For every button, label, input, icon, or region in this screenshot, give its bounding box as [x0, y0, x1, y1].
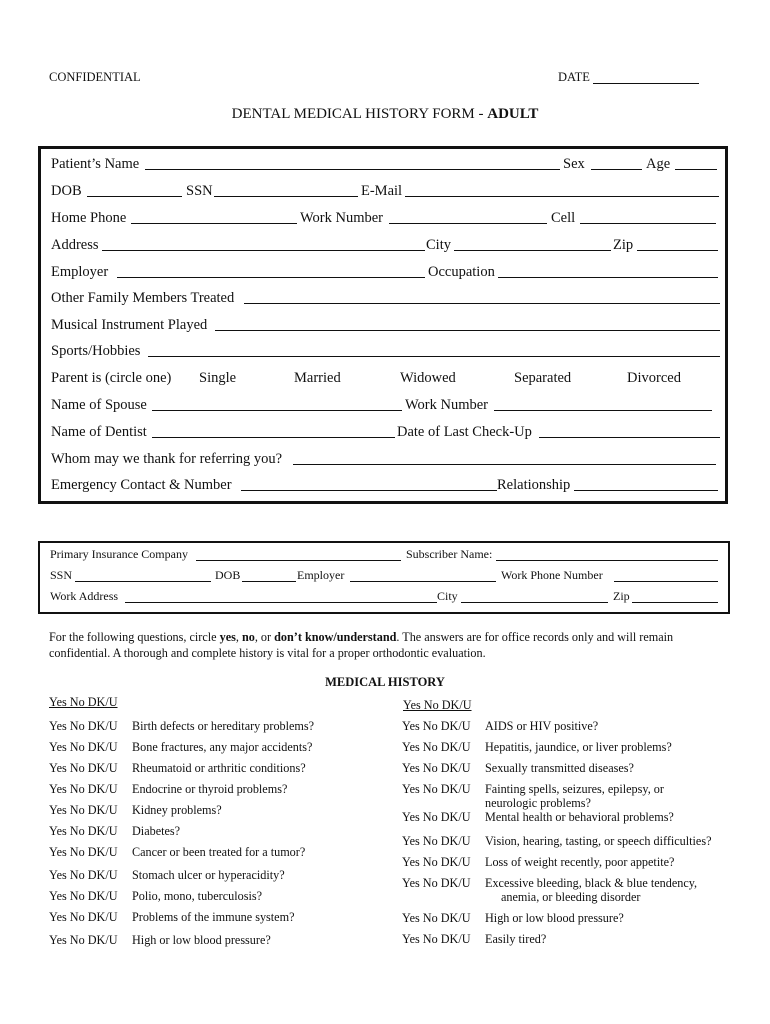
answer-choices[interactable]: Yes No DK/U — [402, 782, 471, 796]
cell-field[interactable] — [580, 223, 716, 224]
answer-choices[interactable]: Yes No DK/U — [49, 782, 118, 796]
question-text: neurologic problems? — [485, 796, 591, 810]
dentist-name-label: Name of Dentist — [51, 424, 147, 440]
dentist-name-field[interactable] — [152, 437, 395, 438]
question-text: Hepatitis, jaundice, or liver problems? — [485, 740, 672, 754]
work-address-field[interactable] — [125, 602, 437, 603]
insurance-dob-label: DOB — [215, 568, 241, 582]
question-text: Loss of weight recently, poor appetite? — [485, 855, 675, 869]
musical-instrument-label: Musical Instrument Played — [51, 317, 208, 333]
subscriber-field[interactable] — [496, 560, 718, 561]
home-phone-field[interactable] — [131, 223, 297, 224]
city-label: City — [426, 237, 451, 253]
spouse-work-label: Work Number — [405, 397, 488, 413]
emergency-contact-field[interactable] — [241, 490, 497, 491]
answer-choices[interactable]: Yes No DK/U — [49, 824, 118, 838]
insurance-section — [38, 541, 730, 614]
medical-history-heading: MEDICAL HISTORY — [325, 675, 445, 689]
occupation-label: Occupation — [428, 264, 495, 280]
insurance-company-label: Primary Insurance Company — [50, 547, 188, 561]
relationship-field[interactable] — [574, 490, 718, 491]
ssn-field[interactable] — [214, 196, 358, 197]
parent-status-label: Parent is (circle one) — [51, 370, 172, 386]
question-text: AIDS or HIV positive? — [485, 719, 599, 733]
answer-choices[interactable]: Yes No DK/U — [402, 810, 471, 824]
spouse-name-label: Name of Spouse — [51, 397, 147, 413]
insurance-dob-field[interactable] — [242, 581, 296, 582]
subscriber-label: Subscriber Name: — [406, 547, 493, 561]
sex-label: Sex — [563, 156, 585, 172]
insurance-ssn-field[interactable] — [75, 581, 211, 582]
employer-label: Employer — [51, 264, 109, 280]
cell-label: Cell — [551, 210, 576, 226]
work-phone-field[interactable] — [614, 581, 718, 582]
answer-choices[interactable]: Yes No DK/U — [49, 910, 118, 924]
date-label: DATE — [558, 70, 590, 84]
home-phone-label: Home Phone — [51, 210, 127, 226]
email-field[interactable] — [405, 196, 719, 197]
emergency-contact-label: Emergency Contact & Number — [51, 477, 232, 493]
zip-label: Zip — [613, 237, 634, 253]
musical-instrument-field[interactable] — [215, 330, 720, 331]
employer-field[interactable] — [117, 277, 425, 278]
patient-info-section — [38, 146, 728, 504]
dob-field[interactable] — [87, 196, 182, 197]
work-number-label: Work Number — [300, 210, 383, 226]
spouse-name-field[interactable] — [152, 410, 402, 411]
insurance-ssn-label: SSN — [50, 568, 73, 582]
insurance-employer-field[interactable] — [350, 581, 496, 582]
city-field[interactable] — [454, 250, 611, 251]
last-checkup-field[interactable] — [539, 437, 720, 438]
question-text: High or low blood pressure? — [132, 933, 271, 947]
parent-option-separated[interactable]: Separated — [514, 370, 572, 386]
answer-choices[interactable]: Yes No DK/U — [49, 889, 118, 903]
parent-option-divorced[interactable]: Divorced — [627, 370, 681, 386]
referral-label: Whom may we thank for referring you? — [51, 451, 283, 467]
patient-name-label: Patient’s Name — [51, 156, 140, 172]
insurance-company-field[interactable] — [196, 560, 401, 561]
right-column-header: Yes No DK/U — [403, 698, 472, 712]
referral-field[interactable] — [293, 464, 716, 465]
zip-field[interactable] — [637, 250, 718, 251]
answer-choices[interactable]: Yes No DK/U — [402, 761, 471, 775]
question-text: Fainting spells, seizures, epilepsy, or — [485, 782, 664, 796]
answer-choices[interactable]: Yes No DK/U — [402, 911, 471, 925]
spouse-work-field[interactable] — [494, 410, 712, 411]
insurance-zip-label: Zip — [613, 589, 630, 603]
last-checkup-label: Date of Last Check-Up — [397, 424, 532, 440]
instructions: For the following questions, circle yes, no, or don’t know/understand. The answers are for office records only and will remain confidential. A thorough and complete history is vital for a proper orthodontic evaluation. — [49, 630, 674, 660]
answer-choices[interactable]: Yes No DK/U — [402, 876, 471, 890]
sports-hobbies-label: Sports/Hobbies — [51, 343, 141, 359]
confidential-label: CONFIDENTIAL — [49, 70, 141, 84]
date-field[interactable] — [593, 83, 699, 84]
insurance-city-label: City — [437, 589, 458, 603]
answer-choices[interactable]: Yes No DK/U — [49, 803, 118, 817]
occupation-field[interactable] — [498, 277, 718, 278]
answer-choices[interactable]: Yes No DK/U — [49, 719, 118, 733]
answer-choices[interactable]: Yes No DK/U — [49, 761, 118, 775]
answer-choices[interactable]: Yes No DK/U — [49, 845, 118, 859]
insurance-zip-field[interactable] — [632, 602, 718, 603]
question-text: Vision, hearing, tasting, or speech difficulties? — [485, 834, 712, 848]
answer-choices[interactable]: Yes No DK/U — [402, 932, 471, 946]
answer-choices[interactable]: Yes No DK/U — [49, 740, 118, 754]
patient-name-field[interactable] — [145, 169, 560, 170]
question-text: Problems of the immune system? — [132, 910, 295, 924]
insurance-employer-label: Employer — [297, 568, 345, 582]
address-label: Address — [51, 237, 99, 253]
insurance-city-field[interactable] — [461, 602, 608, 603]
question-text: Excessive bleeding, black & blue tendency, — [485, 876, 698, 890]
other-family-field[interactable] — [244, 303, 720, 304]
other-family-label: Other Family Members Treated — [51, 290, 235, 306]
question-text: Endocrine or thyroid problems? — [132, 782, 288, 796]
sex-field[interactable] — [591, 169, 642, 170]
address-field[interactable] — [102, 250, 425, 251]
age-label: Age — [646, 156, 671, 172]
question-text: Polio, mono, tuberculosis? — [132, 889, 262, 903]
dob-label: DOB — [51, 183, 82, 199]
answer-choices[interactable]: Yes No DK/U — [402, 719, 471, 733]
ssn-label: SSN — [186, 183, 213, 199]
answer-choices[interactable]: Yes No DK/U — [402, 740, 471, 754]
age-field[interactable] — [675, 169, 717, 170]
question-text: Diabetes? — [132, 824, 181, 838]
parent-option-married[interactable]: Married — [294, 370, 341, 386]
question-text: Bone fractures, any major accidents? — [132, 740, 313, 754]
answer-choices[interactable]: Yes No DK/U — [402, 855, 471, 869]
work-number-field[interactable] — [389, 223, 547, 224]
parent-option-single[interactable]: Single — [199, 370, 237, 386]
email-label: E-Mail — [361, 183, 403, 199]
question-text: Cancer or been treated for a tumor? — [132, 845, 306, 859]
answer-choices[interactable]: Yes No DK/U — [402, 834, 471, 848]
form-title: DENTAL MEDICAL HISTORY FORM - ADULT — [231, 106, 539, 122]
question-text: anemia, or bleeding disorder — [501, 890, 641, 904]
sports-hobbies-field[interactable] — [148, 356, 720, 357]
question-text: High or low blood pressure? — [485, 911, 624, 925]
question-text: Rheumatoid or arthritic conditions? — [132, 761, 306, 775]
question-text: Birth defects or hereditary problems? — [132, 719, 315, 733]
answer-choices[interactable]: Yes No DK/U — [49, 868, 118, 882]
left-column-header: Yes No DK/U — [49, 695, 118, 709]
work-phone-label: Work Phone Number — [501, 568, 603, 582]
question-text: Mental health or behavioral problems? — [485, 810, 674, 824]
question-text: Easily tired? — [485, 932, 547, 946]
question-text: Sexually transmitted diseases? — [485, 761, 634, 775]
question-text: Kidney problems? — [132, 803, 222, 817]
relationship-label: Relationship — [497, 477, 571, 493]
parent-option-widowed[interactable]: Widowed — [400, 370, 456, 386]
answer-choices[interactable]: Yes No DK/U — [49, 933, 118, 947]
work-address-label: Work Address — [50, 589, 119, 603]
question-text: Stomach ulcer or hyperacidity? — [132, 868, 285, 882]
